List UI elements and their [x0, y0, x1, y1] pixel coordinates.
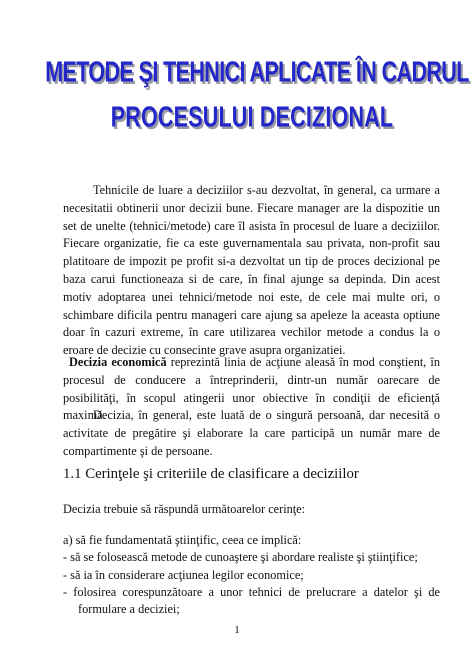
- section-heading: 1.1 Cerinţele şi criteriile de clasificare a deciziilor: [63, 466, 359, 482]
- title-line-1: METODE ŞI TEHNICI APLICATE ÎN CADRUL: [45, 55, 469, 89]
- list-item: - să se folosească metode de cunoaştere şi abordare realiste şi ştiinţifice;: [63, 550, 418, 565]
- requirements-lead: Decizia trebuie să răspundă următoarelor cerinţe:: [63, 502, 306, 516]
- intro-paragraph: Tehnicile de luare a deciziilor s-au dezvoltat, în general, ca urmare a necesitatii obtinerii unor decizii bune. Fiecare manager are la dispozitie un set de unelte (tehnici/metode) care îl asista în procesul de luare a deciziilor. Fiecare organizatie, fie ca este guvernamentala sau privata, non-profit sau platitoare de impozit pe profit si-a dezvoltat un tip de proces decizional pe baza carui functioneaza si de care, în final ajunge sa depinda. Din acest motiv adoptarea unei tehnici/metode noi este, de cele mai multe ori, o schimbare dificila pentru manageri care ajung sa apeleze la aceasta optiune doar în cazuri extreme, în care utilizarea vechilor metode a condus la o eroare de decizie cu consecinte grave asupra organizatiei.: [63, 183, 440, 358]
- economic-decision-term: Decizia economică: [69, 355, 167, 369]
- list-item: a) să fie fundamentată ştiinţific, ceea ce implică:: [63, 533, 302, 547]
- general-decision-paragraph: Decizia, în general, este luată de o singură persoană, dar necesită o activitate de pregătire şi elaborare la care participă un număr mare de compartimente şi de persoane.: [63, 408, 440, 458]
- list-item: - folosirea corespunzătoare a unor tehnici de prelucrare a datelor şi de formulare a deciziei;: [63, 584, 440, 617]
- list-item: - să ia în considerare acţiunea legilor economice;: [63, 567, 304, 582]
- title-line-2: PROCESULUI DECIZIONAL: [110, 100, 394, 134]
- page-number: 1: [234, 624, 240, 636]
- economic-decision-definition: reprezintă linia de acţiune aleasă în mod conştient, în procesul de conducere a întreprinderii, dintr-un număr oarecare de posibilităţi, în scopul atingerii unor obiective în condiţii de eficienţă maximă.: [63, 355, 440, 423]
- requirements-list: [63, 532, 440, 618]
